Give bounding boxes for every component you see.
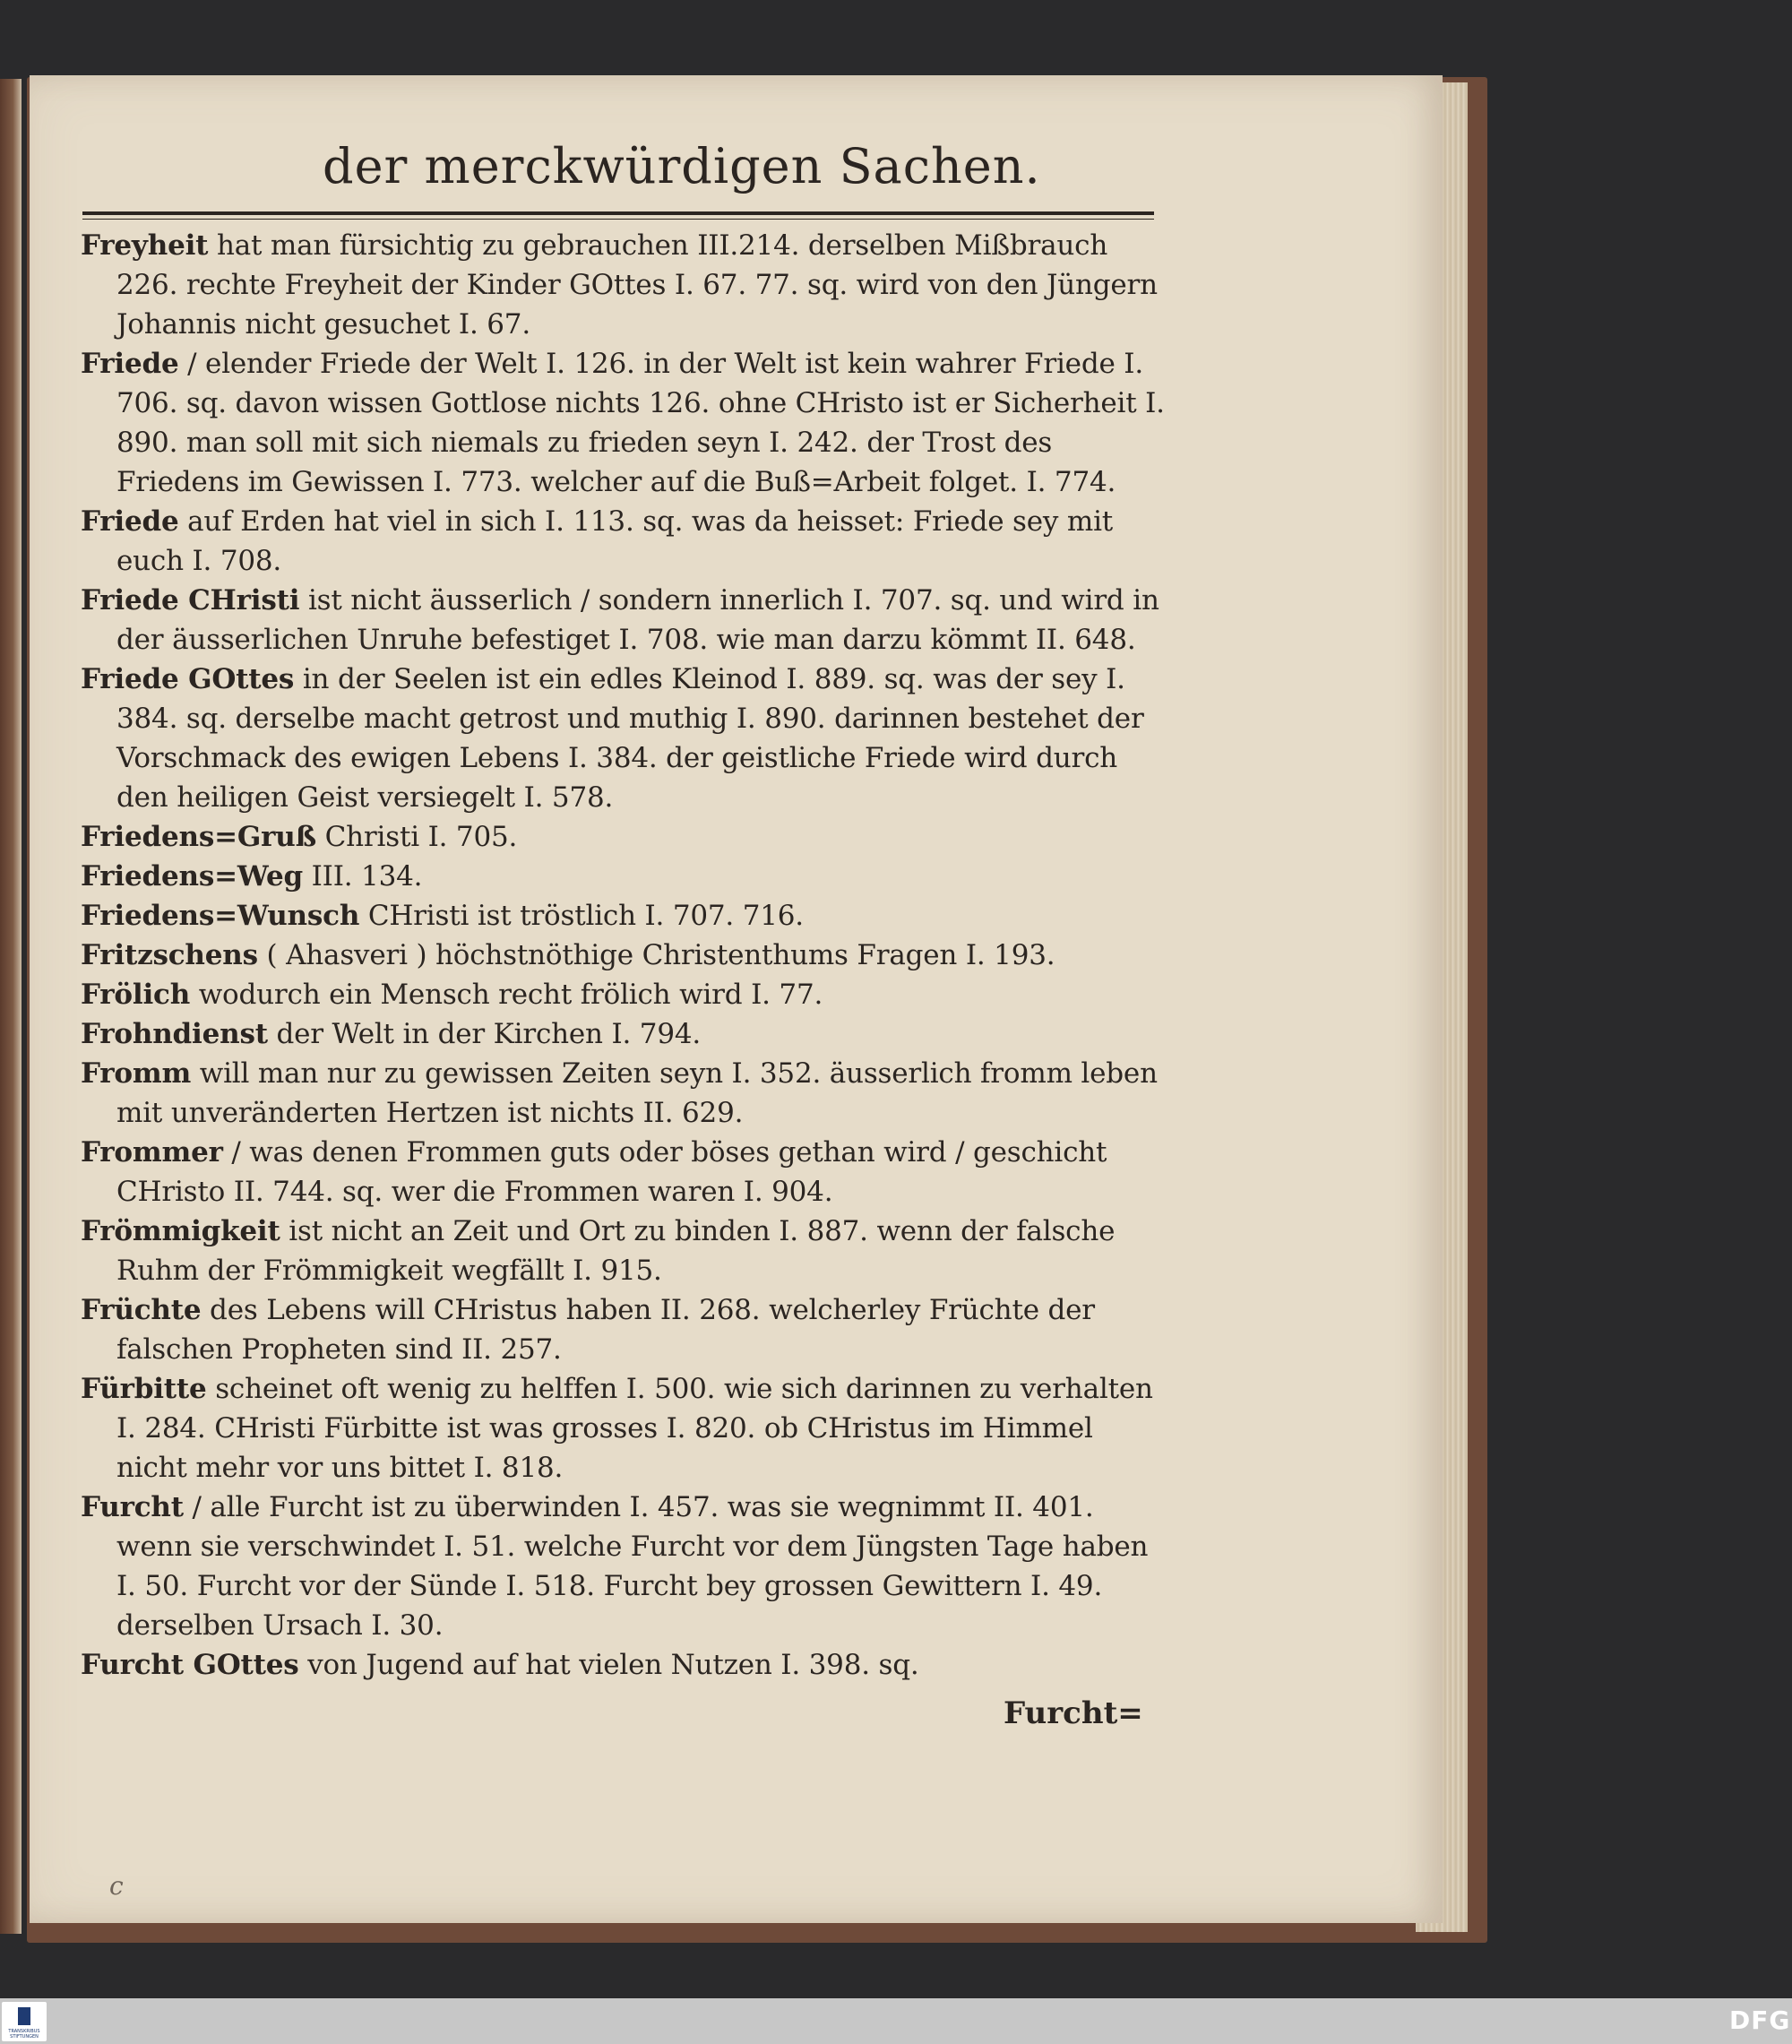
entry-headword: Friedens=Wunsch [81,900,360,932]
index-entry [81,502,1165,581]
entry-text: von Jugend auf hat vielen Nutzen I. 398. sq. [298,1649,919,1681]
index-entry [81,1133,1165,1212]
index-entry [81,1212,1165,1290]
viewer-footer-bar [0,1998,1792,2044]
index-entries [81,226,1165,1685]
entry-text: der Welt in der Kirchen I. 794. [267,1018,702,1050]
entry-headword: Frommer [81,1136,223,1169]
entry-text: scheinet oft wenig zu helffen I. 500. wie sich darinnen zu verhalten I. 284. CHristi Fürbitte ist was grosses I. 820. ob CHristus im Himmel nicht mehr vor uns bittet I. 818. [116,1373,1153,1484]
entry-text: in der Seelen ist ein edles Kleinod I. 889. sq. was der sey I. 384. sq. derselbe macht getrost und muthig I. 890. darinnen bestehet der Vorschmack des ewigen Lebens I. 384. der geistliche Friede wird durch den heiligen Geist versiegelt I. 578. [116,663,1144,814]
index-entry [81,581,1165,660]
entry-text: / elender Friede der Welt I. 126. in der Welt ist kein wahrer Friede I. 706. sq. davon wissen Gottlose nichts 126. ohne CHristo ist er Sicherheit I. 890. man soll mit sich niemals zu frieden seyn I. 242. der Trost des Friedens im Gewissen I. 773. welcher auf die Buß=Arbeit folget. I. 774. [116,348,1165,498]
dfg-logo[interactable]: DFG [1729,2005,1791,2035]
entry-headword: Friede CHristi [81,584,300,617]
entry-text: CHristi ist tröstlich I. 707. 716. [359,900,804,932]
entry-headword: Furcht [81,1491,184,1523]
entry-headword: Friedens=Gruß [81,821,316,853]
index-entry [81,1290,1165,1369]
entry-headword: Fürbitte [81,1373,207,1405]
index-entry [81,936,1165,975]
entry-text: des Lebens will CHristus haben II. 268. welcherley Früchte der falschen Propheten sind II. 257. [116,1294,1095,1366]
index-entry [81,1369,1165,1488]
entry-headword: Früchte [81,1294,202,1326]
entry-headword: Friede [81,505,179,538]
left-page-edge [0,79,22,1934]
entry-text: wodurch ein Mensch recht frölich wird I. 77. [190,979,823,1011]
institution-logo-icon [18,2007,30,2025]
index-entry [81,975,1165,1014]
entry-headword: Friede GOttes [81,663,295,695]
index-entry [81,1488,1165,1645]
index-entry [81,226,1165,344]
header-rule-thick [82,211,1154,215]
institution-logo[interactable] [2,2002,47,2041]
entry-text: auf Erden hat viel in sich I. 113. sq. was da heisset: Friede sey mit euch I. 708. [116,505,1114,577]
entry-headword: Frölich [81,979,191,1011]
index-entry [81,1645,1165,1685]
entry-text: III. 134. [302,860,423,893]
entry-headword: Fromm [81,1057,192,1090]
entry-text: ist nicht äusserlich / sondern innerlich I. 707. sq. und wird in der äusserlichen Unruhe befestiget I. 708. wie man darzu kömmt II. 648. [116,584,1159,656]
index-entry [81,660,1165,817]
index-entry [81,896,1165,936]
index-entry [81,344,1165,502]
entry-text: will man nur zu gewissen Zeiten seyn I. 352. äusserlich fromm leben mit unveränderten Hertzen ist nichts II. 629. [116,1057,1158,1129]
entry-headword: Fritzschens [81,939,258,971]
entry-text: / alle Furcht ist zu überwinden I. 457. was sie wegnimmt II. 401. wenn sie verschwindet I. 51. welche Furcht vor dem Jüngsten Tage haben I. 50. Furcht vor der Sünde I. 518. Furcht bey grossen Gewittern I. 49. derselben Ursach I. 30. [116,1491,1149,1642]
entry-headword: Frohndienst [81,1018,268,1050]
entry-headword: Furcht GOttes [81,1649,299,1681]
entry-text: Christi I. 705. [315,821,518,853]
index-entry [81,817,1165,857]
entry-headword: Freyheit [81,229,209,262]
entry-text: ( Ahasveri ) höchstnöthige Christenthums Fragen I. 193. [257,939,1055,971]
index-entry [81,1054,1165,1133]
index-entry [81,1014,1165,1054]
entry-headword: Friedens=Weg [81,860,303,893]
entry-text: / was denen Frommen guts oder böses gethan wird / geschicht CHristo II. 744. sq. wer die Frommen waren I. 904. [116,1136,1107,1208]
running-head: der merckwürdigen Sachen. [323,138,1041,194]
entry-text: hat man fürsichtig zu gebrauchen III.214. derselben Mißbrauch 226. rechte Freyheit der Kinder GOttes I. 67. 77. sq. wird von den Jüngern Johannis nicht gesuchet I. 67. [116,229,1158,341]
catchword: Furcht= [1004,1695,1143,1731]
index-entry [81,857,1165,896]
header-rule-thin [82,219,1154,220]
entry-headword: Friede [81,348,179,380]
stray-ink-mark: c [109,1871,124,1901]
entry-headword: Frömmigkeit [81,1215,280,1247]
institution-logo-text: TRANSKRIBUS STIFTUNGEN [8,2029,40,2040]
entry-text: ist nicht an Zeit und Ort zu binden I. 887. wenn der falsche Ruhm der Frömmigkeit wegfällt I. 915. [116,1215,1116,1287]
